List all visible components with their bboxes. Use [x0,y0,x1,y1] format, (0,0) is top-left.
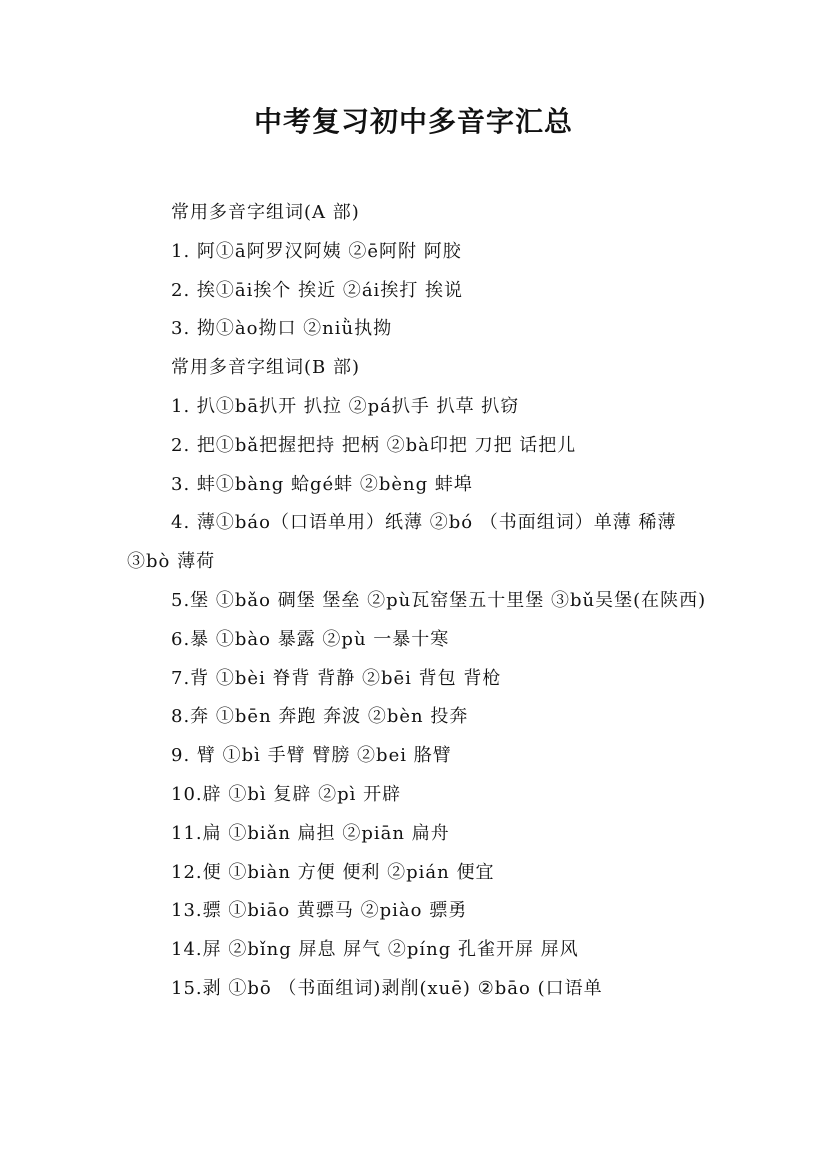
list-item: 9. 臂 ①bì 手臂 臂膀 ②bei 胳臂 [171,745,452,767]
document-body [127,194,707,1009]
list-item: 11.扁 ①biǎn 扁担 ②piān 扁舟 [171,822,450,844]
page-title: 中考复习初中多音字汇总 [253,105,573,138]
list-item: 14.屏 ②bǐng 屏息 屏气 ②píng 孔雀开屏 屏风 [171,939,579,961]
list-item: 5.堡 ①bǎo 碉堡 堡垒 ②pù瓦窑堡五十里堡 ③bǔ吴堡(在陕西) [171,589,707,611]
list-item: 10.辟 ①bì 复辟 ②pì 开辟 [171,783,402,805]
list-item: 8.奔 ①bēn 奔跑 奔波 ②bèn 投奔 [171,706,469,728]
section-heading-b: 常用多音字组词(B 部) [171,357,360,379]
list-item: 7.背 ①bèi 脊背 背静 ②bēi 背包 背枪 [171,667,502,689]
list-item: 6.暴 ①bào 暴露 ②pù 一暴十寒 [171,628,450,650]
list-item: 3. 拗①ào拗口 ②niǜ执拗 [171,318,393,340]
list-item: 3. 蚌①bàng 蛤gé蚌 ②bèng 蚌埠 [171,473,473,495]
list-item: 1. 扒①bā扒开 扒拉 ②pá扒手 扒草 扒窃 [171,395,520,417]
list-item: 2. 把①bǎ把握把持 把柄 ②bà印把 刀把 话把儿 [171,434,577,456]
list-item: 1. 阿①ā阿罗汉阿姨 ②ē阿附 阿胶 [171,240,462,262]
list-item: 2. 挨①āi挨个 挨近 ②ái挨打 挨说 [171,279,464,301]
list-item: 4. 薄①báo（口语单用）纸薄 ②bó （书面组词）单薄 稀薄 ③bò 薄荷 [127,512,677,573]
section-heading-a: 常用多音字组词(A 部) [171,202,360,223]
list-item: 13.骠 ①biāo 黄骠马 ②piào 骠勇 [171,900,468,922]
list-item: 12.便 ①biàn 方便 便利 ②pián 便宜 [171,861,495,883]
list-item: 15.剥 ①bō （书面组词)剥削(xuē) ②bāo (口语单 [171,977,603,999]
